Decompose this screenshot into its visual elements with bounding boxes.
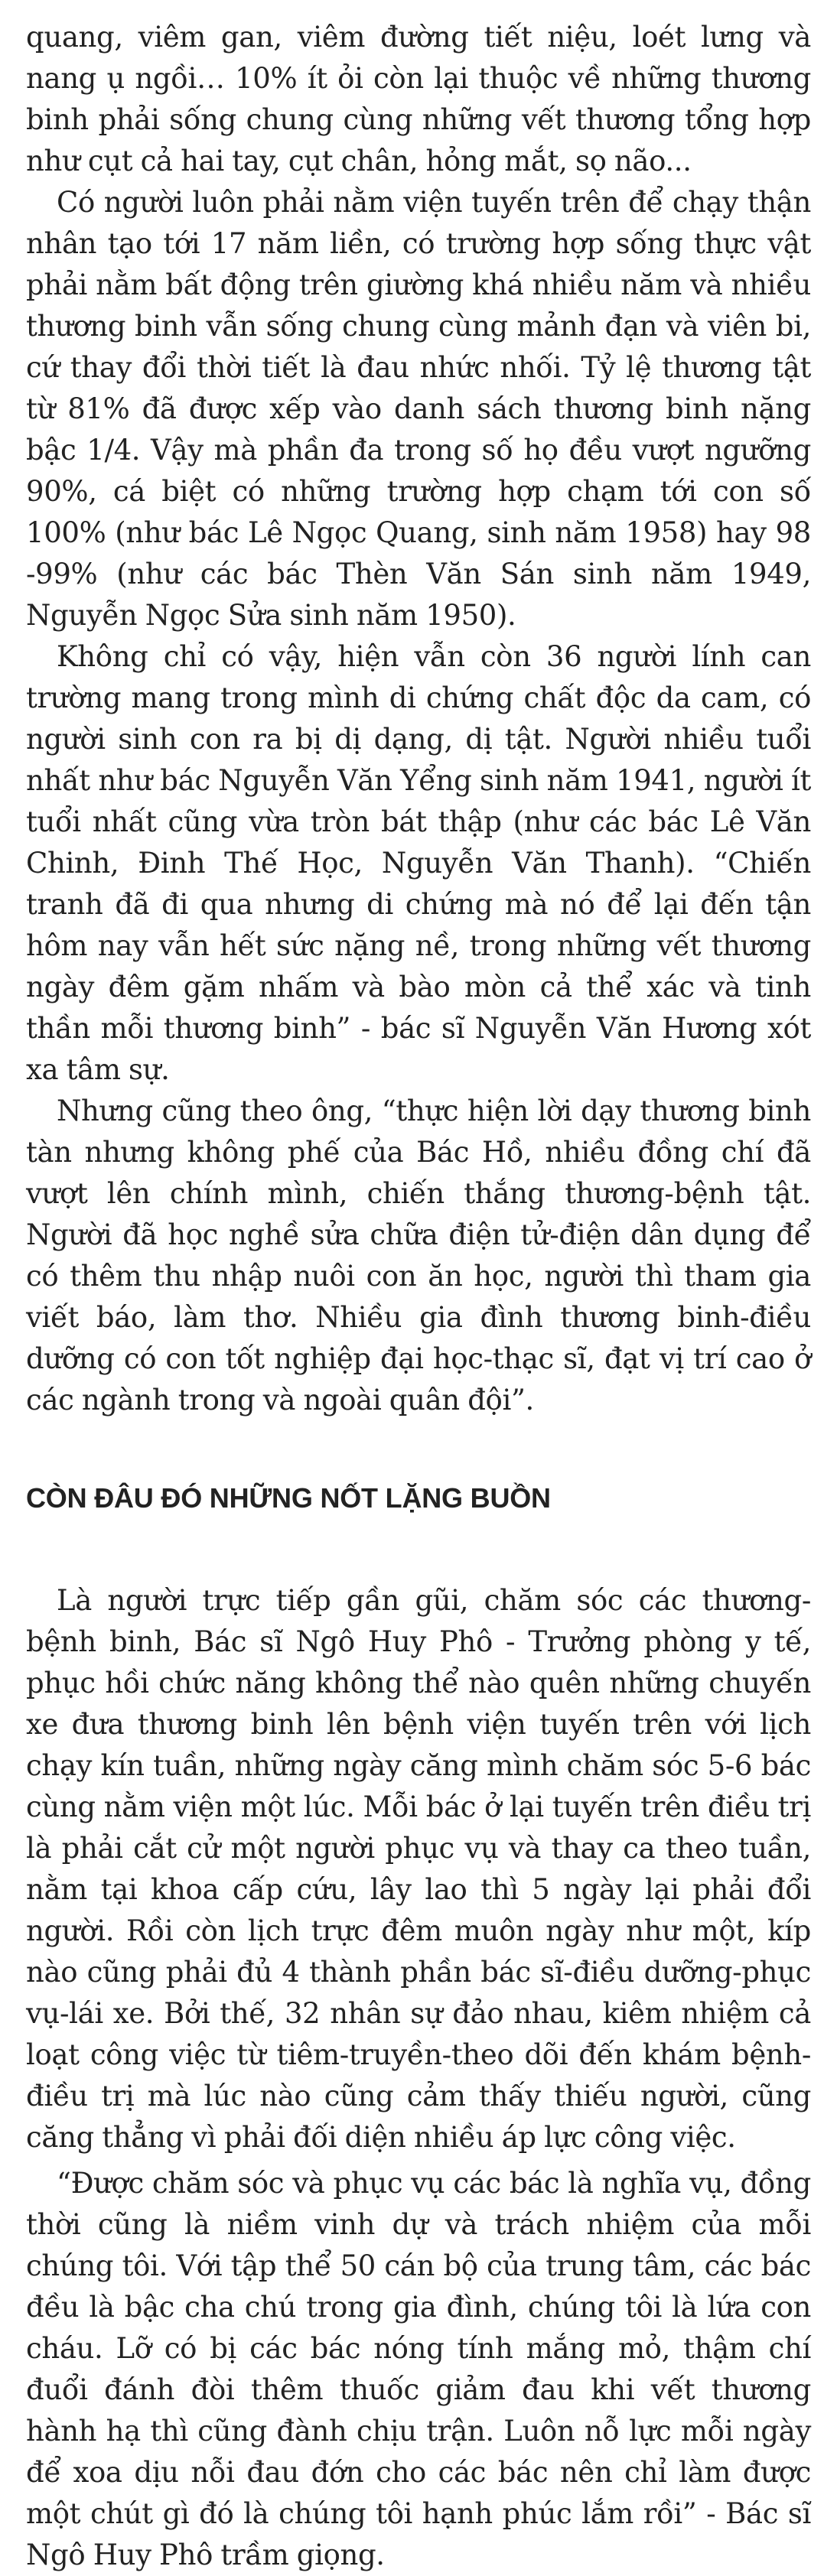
paragraph-doctor-quote: “Được chăm sóc và phục vụ các bác là nghĩa vụ, đồng thời cũng là niềm vinh dự và trách nhiệm của mỗi chúng tôi. Với tập thể 50 cán bộ của trung tâm, các bác đều là bậc cha chú trong gia đình, chúng tôi là lứa con cháu. Lỡ có bị các bác nóng tính mắng mỏ, thậm chí đuổi đánh đòi thêm thuốc giảm đau khi vết thương hành hạ thì cũng đành chịu trận. Luôn nỗ lực mỗi ngày để xoa dịu nỗi đau đớn cho các bác nên chỉ làm được một chút gì đó là chúng tôi hạnh phúc lắm rồi” - Bác sĩ Ngô Huy Phô trầm giọng. bbox=[26, 2167, 811, 2571]
paragraph-overcoming: Nhưng cũng theo ông, “thực hiện lời dạy thương binh tàn nhưng không phế của Bác Hồ, nhiều đồng chí đã vượt lên chính mình, chiến thắng thương-bệnh tật. Người đã học nghề sửa chữa điện tử-điện dân dụng để có thêm thu nhập nuôi con ăn học, người thì tham gia viết báo, làm thơ. Nhiều gia đình thương binh-điều dưỡng có con tốt nghiệp đại học-thạc sĩ, đạt vị trí cao ở các ngành trong và ngoài quân đội”. bbox=[26, 1094, 811, 1416]
paragraph-dialysis: Có người luôn phải nằm viện tuyến trên để chạy thận nhân tạo tới 17 năm liền, có trường hợp sống thực vật phải nằm bất động trên giường khá nhiều năm và nhiều thương binh vẫn sống chung cùng mảnh đạn và viên bi, cứ thay đổi thời tiết là đau nhức nhối. Tỷ lệ thương tật từ 81% đã được xếp vào danh sách thương binh nặng bậc 1/4. Vậy mà phần đa trong số họ đều vượt ngưỡng 90%, cá biệt có những trường hợp chạm tới con số 100% (như bác Lê Ngọc Quang, sinh năm 1958) hay 98 -99% (như các bác Thèn Văn Sán sinh năm 1949, Nguyễn Ngọc Sửa sinh năm 1950). bbox=[26, 186, 811, 632]
paragraph-agent-orange: Không chỉ có vậy, hiện vẫn còn 36 người lính can trường mang trong mình di chứng chất độc da cam, có người sinh con ra bị dị dạng, dị tật. Người nhiều tuổi nhất như bác Nguyễn Văn Yểng sinh năm 1941, người ít tuổi nhất cũng vừa tròn bát thập (như các bác Lê Văn Chinh, Đinh Thế Học, Nguyễn Văn Thanh). “Chiến tranh đã đi qua nhưng di chứng mà nó để lại đến tận hôm nay vẫn hết sức nặng nề, trong những vết thương ngày đêm gặm nhấm và bào mòn cả thể xác và tinh thần mỗi thương binh” - bác sĩ Nguyễn Văn Hương xót xa tâm sự. bbox=[26, 640, 811, 1086]
paragraph-continuation: quang, viêm gan, viêm đường tiết niệu, loét lưng và nang ụ ngồi… 10% ít ỏi còn lại thuộc về những thương binh phải sống chung cùng những vết thương tổng hợp như cụt cả hai tay, cụt chân, hỏng mắt, sọ não... bbox=[26, 21, 811, 177]
paragraph-doctor-duties: Là người trực tiếp gần gũi, chăm sóc các thương-bệnh binh, Bác sĩ Ngô Huy Phô - Trưởng phòng y tế, phục hồi chức năng không thể nào quên những chuyến xe đưa thương binh lên bệnh viện tuyến trên với lịch chạy kín tuần, những ngày căng mình chăm sóc 5-6 bác cùng nằm viện một lúc. Mỗi bác ở lại tuyến trên điều trị là phải cắt cử một người phục vụ và thay ca theo tuần, nằm tại khoa cấp cứu, lây lao thì 5 ngày lại phải đổi người. Rồi còn lịch trực đêm muôn ngày như một, kíp nào cũng phải đủ 4 thành phần bác sĩ-điều dưỡng-phục vụ-lái xe. Bởi thế, 32 nhân sự đảo nhau, kiêm nhiệm cả loạt công việc từ tiêm-truyền-theo dõi đến khám bệnh-điều trị mà lúc nào cũng cảm thấy thiếu người, cũng căng thẳng vì phải đối diện nhiều áp lực công việc. bbox=[26, 1584, 811, 2154]
section-heading: CÒN ĐÂU ĐÓ NHỮNG NỐT LẶNG BUỒN bbox=[26, 1482, 551, 1514]
